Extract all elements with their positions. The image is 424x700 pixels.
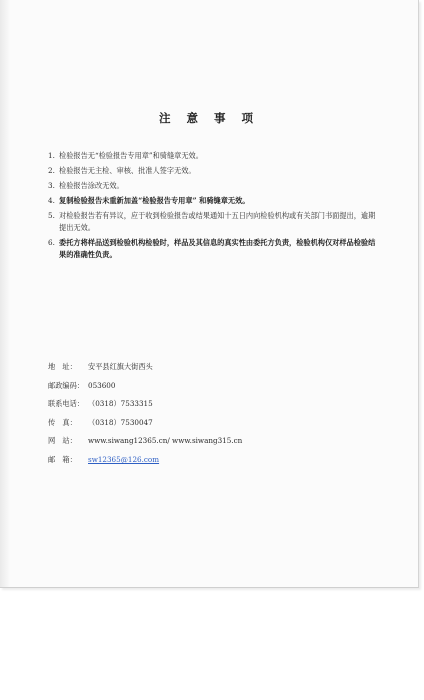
notice-item-1 [48, 150, 378, 162]
website-label: 网 站： [48, 436, 77, 446]
phone-value: （0318）7533315 [88, 399, 153, 409]
contact-website [48, 436, 378, 445]
notice-number: 6. [48, 238, 55, 247]
notice-item-3 [48, 180, 378, 192]
notice-number: 3. [48, 181, 55, 190]
notice-text: 检验报告无主检、审核、批准人签字无效。 [59, 166, 196, 175]
notice-text: 对检验报告若有异议，应于收到检验报告或结果通知十五日内向检验机构或有关部门书面提出，逾期提出无效。 [59, 211, 376, 232]
notice-text: 检验报告无“检验报告专用章”和骑缝章无效。 [59, 151, 203, 160]
address-label: 地 址： [48, 362, 77, 371]
notice-item-6 [48, 237, 378, 261]
notice-number: 2. [48, 166, 55, 175]
notice-text: 复制检验报告未重新加盖“检验报告专用章” 和骑缝章无效。 [59, 196, 250, 205]
notice-number: 5. [48, 211, 55, 220]
contact-address [48, 362, 378, 371]
address-value: 安平县红旗大街西头 [88, 362, 153, 371]
phone-label: 联系电话： [48, 399, 84, 409]
notice-item-4 [48, 195, 378, 207]
fax-value: （0318）7530047 [88, 417, 153, 427]
email-label: 邮 箱： [48, 454, 77, 464]
notice-number: 4. [48, 196, 55, 205]
page-title: 注 意 事 项 [158, 111, 259, 125]
postcode-value: 053600 [88, 380, 116, 390]
notice-item-2 [48, 165, 378, 177]
website-value: www.siwang12365.cn/ www.siwang315.cn [88, 436, 243, 446]
notice-item-5 [48, 210, 378, 234]
contact-info [48, 362, 378, 474]
notice-text: 委托方将样品送到检验机构检验时，样品及其信息的真实性由委托方负责，检验机构仅对样品检验结果的准确性负责。 [59, 238, 376, 259]
notice-text: 检验报告涂改无效。 [59, 181, 124, 190]
notice-list [48, 150, 378, 264]
email-link[interactable]: sw12365@126.com [88, 454, 160, 464]
notice-number: 1. [48, 151, 55, 160]
contact-phone [48, 399, 378, 408]
contact-fax [48, 418, 378, 427]
contact-email [48, 455, 378, 464]
postcode-label: 邮政编码： [48, 380, 84, 390]
fax-label: 传 真： [48, 417, 77, 427]
contact-postcode [48, 381, 378, 390]
